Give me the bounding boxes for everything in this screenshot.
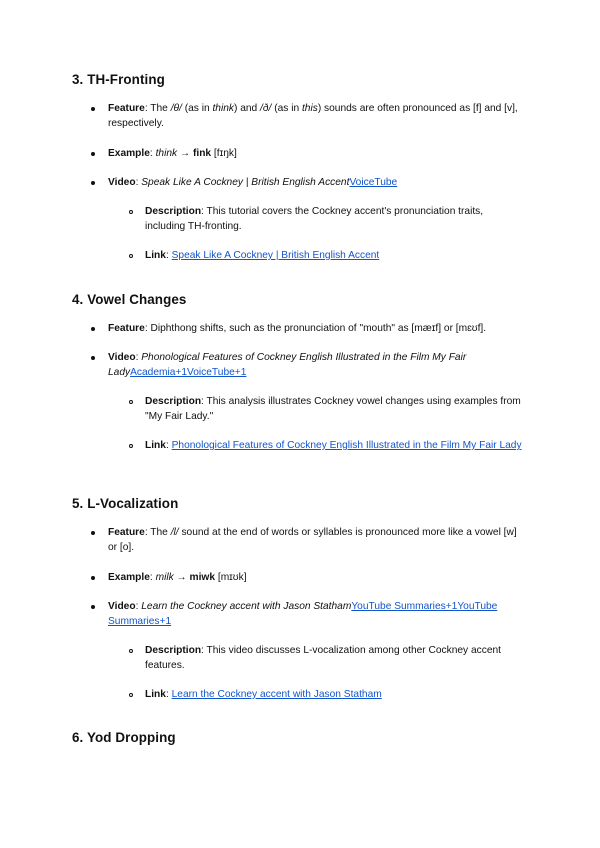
link-label: Link [145, 440, 166, 451]
link-item: Link: Learn the Cockney accent with Jason Statham [145, 689, 382, 700]
feature-label: Feature [108, 103, 145, 114]
feature-item: Feature: Diphthong shifts, such as the pronunciation of "mouth" as [mæɪf] or [mɛʊf]. [108, 323, 487, 334]
section-heading-vowel-changes: 4. Vowel Changes [72, 292, 187, 307]
video-title: Phonological Features of Cockney English Illustrated in the Film My Fair Lady [108, 352, 467, 378]
video-item: Video: Speak Like A Cockney | British English AccentVoiceTube [108, 177, 398, 188]
video-label: Video [108, 352, 136, 363]
description-label: Description [145, 206, 202, 217]
bullet-ring [129, 254, 133, 258]
example-item: Example: think → fink [fɪŋk] [108, 148, 237, 159]
bullet-dot [91, 356, 95, 360]
bullet-dot [91, 181, 95, 185]
bullet-dot [91, 107, 95, 111]
bullet-dot [91, 327, 95, 331]
example-item: Example: milk → miwk [mɪʊk] [108, 572, 247, 583]
bullet-ring [129, 444, 133, 448]
link-label: Link [145, 689, 166, 700]
video-item: Video: Learn the Cockney accent with Jason StathamYouTube Summaries+1YouTube Summaries+1 [108, 601, 498, 627]
description-item: Description: This video discusses L-vocalization among other Cockney accent features. [145, 645, 501, 671]
section-heading-yod-dropping: 6. Yod Dropping [72, 730, 176, 745]
link-item: Link: Phonological Features of Cockney English Illustrated in the Film My Fair Lady [145, 440, 522, 451]
description-label: Description [145, 645, 202, 656]
feature-label: Feature [108, 527, 145, 538]
feature-label: Feature [108, 323, 145, 334]
example-label: Example [108, 148, 150, 159]
link-label: Link [145, 250, 166, 261]
bullet-ring [129, 400, 133, 404]
video-label: Video [108, 177, 136, 188]
reference-link[interactable]: Phonological Features of Cockney English Illustrated in the Film My Fair Lady [171, 440, 522, 451]
feature-item: Feature: The /l/ sound at the end of words or syllables is pronounced more like a vowel [w] or [o]. [108, 527, 517, 553]
description-label: Description [145, 396, 202, 407]
description-item: Description: This analysis illustrates Cockney vowel changes using examples from "My Fair Lady." [145, 396, 521, 422]
reference-link[interactable]: Learn the Cockney accent with Jason Statham [171, 689, 382, 700]
example-label: Example [108, 572, 150, 583]
bullet-ring [129, 693, 133, 697]
bullet-dot [91, 605, 95, 609]
bullet-ring [129, 649, 133, 653]
video-source-link[interactable]: Academia+1VoiceTube+1 [130, 367, 247, 378]
video-title: Learn the Cockney accent with Jason Statham [141, 601, 352, 612]
description-item: Description: This tutorial covers the Cockney accent's pronunciation traits, including TH-fronting. [145, 206, 484, 232]
video-source-link[interactable]: YouTube Summaries+1YouTube Summaries+1 [108, 601, 498, 627]
section-heading-th-fronting: 3. TH-Fronting [72, 72, 165, 87]
bullet-dot [91, 576, 95, 580]
feature-item: Feature: The /θ/ (as in think) and /ð/ (as in this) sounds are often pronounced as [f] and [v], respectively. [108, 103, 518, 129]
video-label: Video [108, 601, 136, 612]
bullet-dot [91, 531, 95, 535]
bullet-ring [129, 210, 133, 214]
reference-link[interactable]: Speak Like A Cockney | British English Accent [171, 250, 380, 261]
section-heading-l-vocalization: 5. L-Vocalization [72, 496, 179, 511]
video-title: Speak Like A Cockney | British English Accent [141, 177, 350, 188]
bullet-dot [91, 152, 95, 156]
link-item: Link: Speak Like A Cockney | British English Accent [145, 250, 380, 261]
video-source-link[interactable]: VoiceTube [349, 177, 398, 188]
video-item: Video: Phonological Features of Cockney English Illustrated in the Film My Fair LadyAcademia+1VoiceTube+1 [108, 352, 467, 378]
